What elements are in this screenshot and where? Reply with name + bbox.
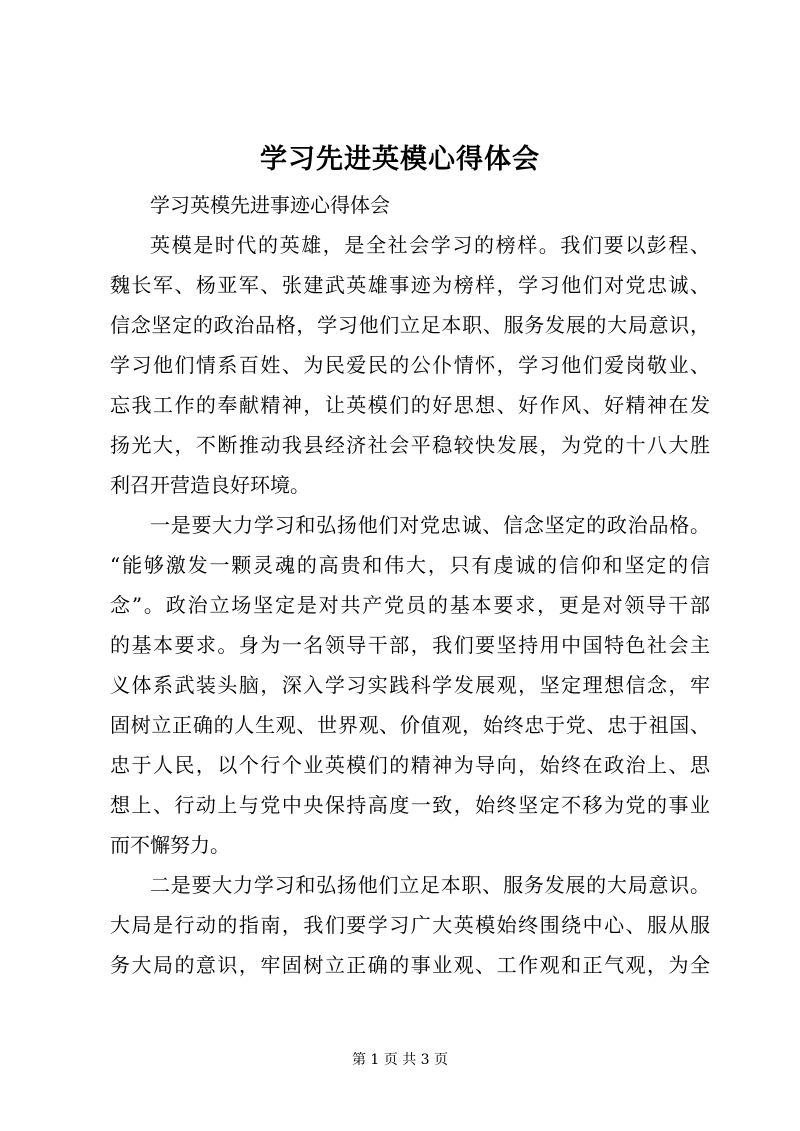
text-line: 魏长军、杨亚军、张建武英雄事迹为榜样，学习他们对党忠诚、 (110, 273, 710, 297)
text-line: 而不懈努力。 (110, 833, 230, 857)
text-line: 英模是时代的英雄，是全社会学习的榜样。我们要以彭程、 (150, 233, 710, 257)
text-line: 大局是行动的指南，我们要学习广大英模始终围绕中心、服从服 (110, 913, 710, 937)
text-line: 义体系武装头脑，深入学习实践科学发展观，坚定理想信念，牢 (110, 673, 710, 697)
text-line: “能够激发一颗灵魂的高贵和伟大，只有虔诚的信仰和坚定的信 (110, 553, 710, 577)
text-line: 扬光大，不断推动我县经济社会平稳较快发展，为党的十八大胜 (110, 433, 710, 457)
text-line: 念”。政治立场坚定是对共产党员的基本要求，更是对领导干部 (110, 593, 710, 617)
document-body (110, 185, 710, 985)
text-line: 固树立正确的人生观、世界观、价值观，始终忠于党、忠于祖国、 (110, 713, 710, 737)
text-line: 的基本要求。身为一名领导干部，我们要坚持用中国特色社会主 (110, 633, 710, 657)
text-lines (110, 225, 710, 985)
text-line: 学习他们情系百姓、为民爱民的公仆情怀，学习他们爱岗敬业、 (110, 353, 710, 377)
text-line: 忠于人民，以个行个业英模们的精神为导向，始终在政治上、思 (110, 753, 710, 777)
text-line: 忘我工作的奉献精神，让英模们的好思想、好作风、好精神在发 (110, 393, 710, 417)
text-line: 想上、行动上与党中央保持高度一致，始终坚定不移为党的事业 (110, 793, 710, 817)
text-line: 二是要大力学习和弘扬他们立足本职、服务发展的大局意识。 (150, 873, 710, 897)
document-subtitle: 学习英模先进事迹心得体会 (150, 193, 390, 217)
page-footer: 第 1 页 共 3 页 (351, 1052, 449, 1068)
document-title: 学习先进英模心得体会 (260, 144, 540, 175)
text-line: 务大局的意识，牢固树立正确的事业观、工作观和正气观，为全 (110, 953, 710, 977)
text-line: 信念坚定的政治品格，学习他们立足本职、服务发展的大局意识， (110, 313, 710, 337)
text-line: 利召开营造良好环境。 (110, 473, 310, 497)
text-line: 一是要大力学习和弘扬他们对党忠诚、信念坚定的政治品格。 (150, 513, 710, 537)
